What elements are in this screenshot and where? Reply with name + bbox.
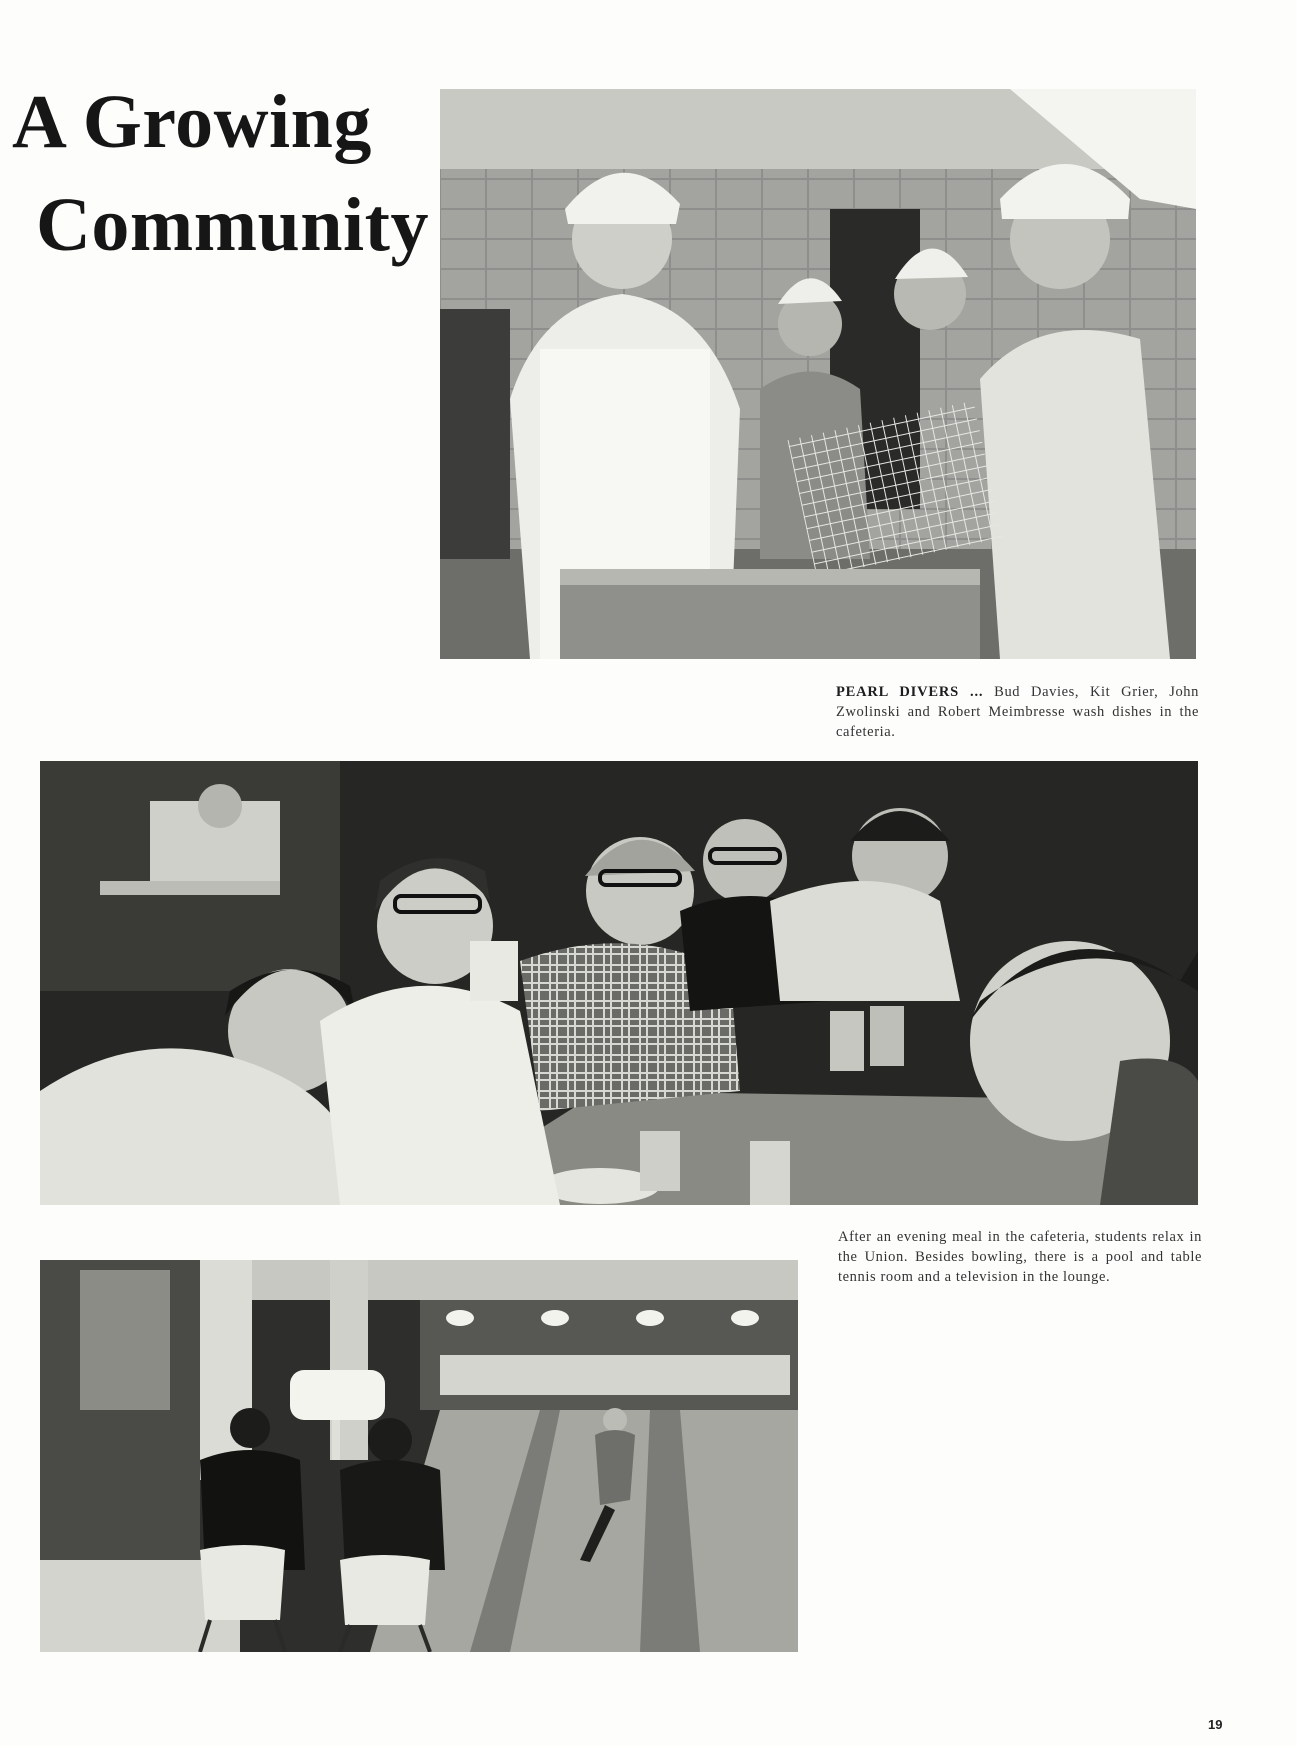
caption-text: Bud Davies, Kit Grier, John Zwolinski and Robert Meimbresse wash dishes in the cafeteria. — [836, 684, 1200, 740]
union-caption: After an evening meal in the cafeteria, students relax in the Union. Besides bowling, there is a pool and table tennis room and a television in the lounge. — [838, 1229, 1202, 1285]
students-dining-photo — [40, 761, 1198, 1205]
page-title-line-2: Community — [36, 183, 429, 267]
bowling-alley-photo — [40, 1260, 798, 1652]
cafeteria-dishwashers-photo — [440, 89, 1196, 659]
page-number: 19 — [1208, 1717, 1223, 1732]
pearl-divers-caption — [836, 682, 1199, 742]
page-title-line-1: A Growing — [12, 80, 372, 164]
caption-lead: PEARL DIVERS ... — [836, 684, 984, 700]
